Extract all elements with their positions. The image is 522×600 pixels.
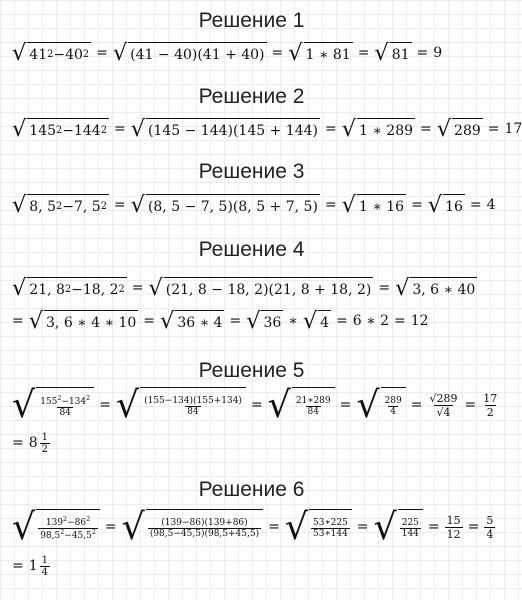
sqrt-expression: √ 1 ∗ 81 [288,39,351,66]
solution-title-2: Решение 2 [198,85,305,108]
sqrt-expression: √ $\frac{(155-134)(155+134)}{84}$ [116,387,246,423]
sqrt-expression: √ 41 2 − 40 2 [12,39,90,66]
sqrt-expression: √ 81 [374,39,410,66]
result: 1 [28,558,38,574]
sqrt-expression: √ 16 [427,191,463,218]
fraction: $\frac{√289}{√4}$ [429,391,458,419]
result: 8 [28,435,38,451]
result: 9 [433,45,443,61]
sqrt-expression: √ (41 − 40)(41 + 40) [112,39,265,66]
sqrt-expression: √ 3, 6 ∗ 4 ∗ 10 [28,307,137,334]
sqrt-expression: √ $\frac{(139-86)(139+86)}{(98,5-45,5)(98,5+45,5)}$ [122,509,264,545]
sqrt-expression: √ 21, 8 2 − 18, 2 2 [12,274,125,301]
sqrt-expression: √ 36 [246,307,282,334]
sqrt-sign: √ [12,39,27,66]
sqrt-expression: √ $\frac{289}{4}$ [356,387,405,423]
sqrt-expression: √ 4 [302,307,330,334]
fraction: $\frac{17}{2}$ [483,391,498,419]
sqrt-expression: √ (145 − 144)(145 + 144) [130,115,318,142]
sqrt-expression: √ $\frac{139^2-86^2}{98,5^2-45,5^2}$ [12,509,100,545]
sqrt-expression: √ (21, 8 − 18, 2)(21, 8 + 18, 2) [148,274,372,301]
solution-title-1: Решение 1 [198,9,305,32]
sqrt-expression: √ 1 ∗ 289 [341,115,414,142]
solution-title-5: Решение 5 [198,359,305,382]
fraction: $\frac{5}{4}$ [486,513,494,541]
sqrt-expression: √ 36 ∗ 4 [160,307,223,334]
solution-2-line: √ 145 2 − 144 2 = √ (145 − 144)(145 + 144) = √ 1 ∗ 289 = √ 289 = 17 [12,115,522,142]
solution-3-line: √ 8, 5 2 − 7, 5 2 = √ (8, 5 − 7, 5)(8, 5 + 7, 5) = √ 1 ∗ 16 = √ 16 = 4 [12,191,496,218]
fraction: $\frac{15}{12}$ [446,513,461,541]
fraction: $\frac{1}{2}$ [41,431,49,455]
sqrt-expression: √ 8, 5 2 − 7, 5 2 [12,191,107,218]
solution-6-line-1: √ $\frac{139^2-86^2}{98,5^2-45,5^2}$ = √ $\frac{(139-86)(139+86)}{(98,5-45,5)(98,5+45,5)}$ = √ $\frac{53∗225}{53∗144}$ = √ $\frac{225}{144}$ = $\frac{15}{12}$ = $\frac{5}{4}$ [12,504,494,548]
result: 17 [504,121,522,137]
solution-title-6: Решение 6 [198,478,305,501]
sqrt-expression: √ $\frac{225}{144}$ [374,509,423,545]
sqrt-expression: √ $\frac{155^2-134^2}{84}$ [12,387,94,423]
sqrt-expression: √ 1 ∗ 16 [341,191,405,218]
solution-5-line-1: √ $\frac{155^2-134^2}{84}$ = √ $\frac{(155-134)(155+134)}{84}$ = √ $\frac{21∗289}{84}$ = √ $\frac{289}{4}$ = $\frac{√289}{√4}$ = $\frac{17}{2}$ [12,382,498,426]
sqrt-expression: √ (8, 5 − 7, 5)(8, 5 + 7, 5) [130,191,318,218]
solution-6-line-2: = 1 $\frac{1}{4}$ [12,554,49,578]
result: 12 [410,313,429,329]
sqrt-expression: √ 289 [436,115,481,142]
sqrt-expression: √ 145 2 − 144 2 [12,115,107,142]
solution-5-line-2: = 8 $\frac{1}{2}$ [12,431,49,455]
sqrt-expression: √ 3, 6 ∗ 40 [395,274,476,301]
solution-1-line: √ 41 2 − 40 2 = √ (41 − 40)(41 + 40) = √ 1 ∗ 81 = √ 81 = 9 [12,39,443,66]
result: 4 [486,197,496,213]
sqrt-expression: √ $\frac{53∗225}{53∗144}$ [285,509,352,545]
solution-title-3: Решение 3 [198,160,305,183]
sqrt-expression: √ $\frac{21∗289}{84}$ [268,387,335,423]
solution-4-line-2: = √ 3, 6 ∗ 4 ∗ 10 = √ 36 ∗ 4 = √ 36 ∗ √ 4 = 6 ∗ 2 = 12 [12,307,429,334]
solution-title-4: Решение 4 [198,238,305,261]
solution-4-line-1: √ 21, 8 2 − 18, 2 2 = √ (21, 8 − 18, 2)(21, 8 + 18, 2) = √ 3, 6 ∗ 40 [12,274,476,301]
fraction: $\frac{1}{4}$ [41,554,49,578]
